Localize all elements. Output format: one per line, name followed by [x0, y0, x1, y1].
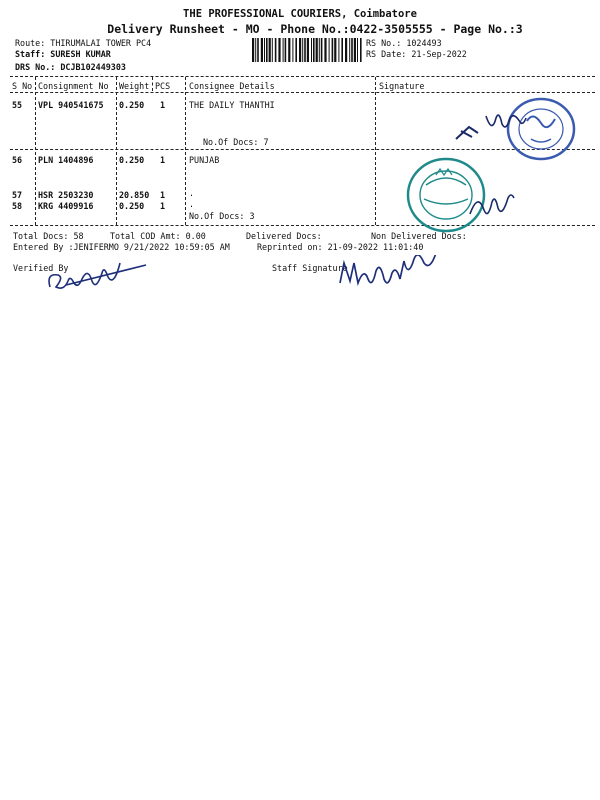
- col-consignee: Consignee Details: [189, 81, 275, 91]
- barcode-bar: [266, 38, 268, 62]
- row-weight: 20.850: [119, 190, 150, 200]
- row-consignee: THE DAILY THANTHI: [189, 100, 275, 110]
- barcode-bar: [285, 38, 287, 62]
- barcode-bar: [307, 38, 309, 62]
- total-cod: Total COD Amt: 0.00: [110, 231, 206, 241]
- row-weight: 0.250: [119, 155, 145, 165]
- company-name: THE PROFESSIONAL COURIERS, Coimbatore: [183, 8, 417, 20]
- barcode-bar: [269, 38, 271, 62]
- rs-date: RS Date: 21-Sep-2022: [366, 49, 467, 59]
- row-signature: [484, 110, 528, 136]
- row-consignment: PLN 1404896: [38, 155, 94, 165]
- barcode-bar: [288, 38, 290, 62]
- col-divider: [35, 77, 36, 225]
- row-pcs: 1: [160, 190, 166, 200]
- signature-mark: [453, 123, 481, 143]
- barcode-bar: [354, 38, 356, 62]
- row-pcs: 1: [160, 155, 166, 165]
- barcode-bar: [278, 38, 280, 62]
- entered-by: Entered By :JENIFERMO 9/21/2022 10:59:05 AM: [13, 242, 230, 252]
- row-signature: [468, 192, 516, 220]
- row-consignee: PUNJAB: [189, 155, 220, 165]
- row-consignee: .: [189, 188, 195, 198]
- barcode-bar: [360, 38, 362, 62]
- barcode-bar: [349, 38, 350, 62]
- row-pcs: 1: [160, 100, 166, 110]
- table-top-rule: [10, 76, 595, 77]
- non-delivered-docs: Non Delivered Docs:: [371, 231, 467, 241]
- barcode-bar: [272, 38, 273, 62]
- barcode-bar: [299, 38, 301, 62]
- barcode-bar: [321, 38, 323, 62]
- barcode-bar: [319, 38, 320, 62]
- row-consignment: KRG 4409916: [38, 201, 94, 211]
- row-sno: 55: [12, 100, 23, 110]
- route: Route: THIRUMALAI TOWER PC4: [15, 38, 152, 48]
- table-bottom-rule: [10, 225, 595, 226]
- barcode-bar: [264, 38, 265, 62]
- barcode-bar: [302, 38, 303, 62]
- row-weight: 0.250: [119, 201, 145, 211]
- barcode-bar: [338, 38, 339, 62]
- col-divider: [116, 77, 117, 225]
- row-consignee: .: [189, 199, 195, 209]
- barcode-bar: [341, 38, 343, 62]
- row-sno: 56: [12, 155, 23, 165]
- sheet-title: Delivery Runsheet - MO - Phone No.:0422-3505555 - Page No.:3: [107, 22, 523, 36]
- col-weight: Weight: [119, 81, 150, 91]
- staff-signature-label: Staff Signature: [272, 263, 348, 273]
- row-pcs: 1: [160, 201, 166, 211]
- barcode-bar: [332, 38, 334, 62]
- row-docs-count: No.Of Docs: 7: [203, 137, 269, 147]
- col-divider: [185, 77, 186, 225]
- row-consignment: VPL 940541675: [38, 100, 104, 110]
- barcode-bar: [304, 38, 306, 62]
- col-divider: [375, 77, 376, 225]
- reprinted-on: Reprinted on: 21-09-2022 11:01:40: [257, 242, 424, 252]
- delivered-docs: Delivered Docs:: [246, 231, 322, 241]
- row-sno: 58: [12, 201, 23, 211]
- barcode-bar: [345, 38, 347, 62]
- col-divider: [152, 77, 153, 91]
- barcode-bar: [257, 38, 259, 62]
- col-sno: S No: [12, 81, 33, 91]
- barcode-bar: [324, 38, 326, 62]
- verified-by-label: Verified By: [13, 263, 69, 273]
- barcode-bar: [252, 38, 254, 62]
- barcode-bar: [313, 38, 315, 62]
- barcode-bar: [292, 38, 293, 62]
- verifier-signature: [44, 255, 148, 300]
- drs-number: DRS No.: DCJB102449303: [15, 62, 126, 72]
- barcode-bar: [295, 38, 297, 62]
- barcode-bar: [351, 38, 353, 62]
- barcode-bar: [261, 38, 263, 62]
- col-consignment: Consignment No: [38, 81, 109, 91]
- col-pcs: PCS: [155, 81, 171, 91]
- barcode-bar: [255, 38, 256, 62]
- barcode-bar: [275, 38, 277, 62]
- barcode: [252, 38, 362, 62]
- barcode-bar: [316, 38, 318, 62]
- col-signature: Signature: [379, 81, 425, 91]
- barcode-bar: [357, 38, 358, 62]
- row-docs-count: No.Of Docs: 3: [189, 211, 255, 221]
- barcode-bar: [329, 38, 330, 62]
- staff-signature: [336, 255, 458, 289]
- barcode-bar: [311, 38, 312, 62]
- row-weight: 0.250: [119, 100, 145, 110]
- barcode-bar: [334, 38, 336, 62]
- total-docs: Total Docs: 58: [13, 231, 84, 241]
- staff: Staff: SURESH KUMAR: [15, 49, 111, 59]
- rs-number: RS No.: 1024493: [366, 38, 442, 48]
- row-consignment: HSR 2503230: [38, 190, 94, 200]
- barcode-bar: [283, 38, 284, 62]
- row-sno: 57: [12, 190, 23, 200]
